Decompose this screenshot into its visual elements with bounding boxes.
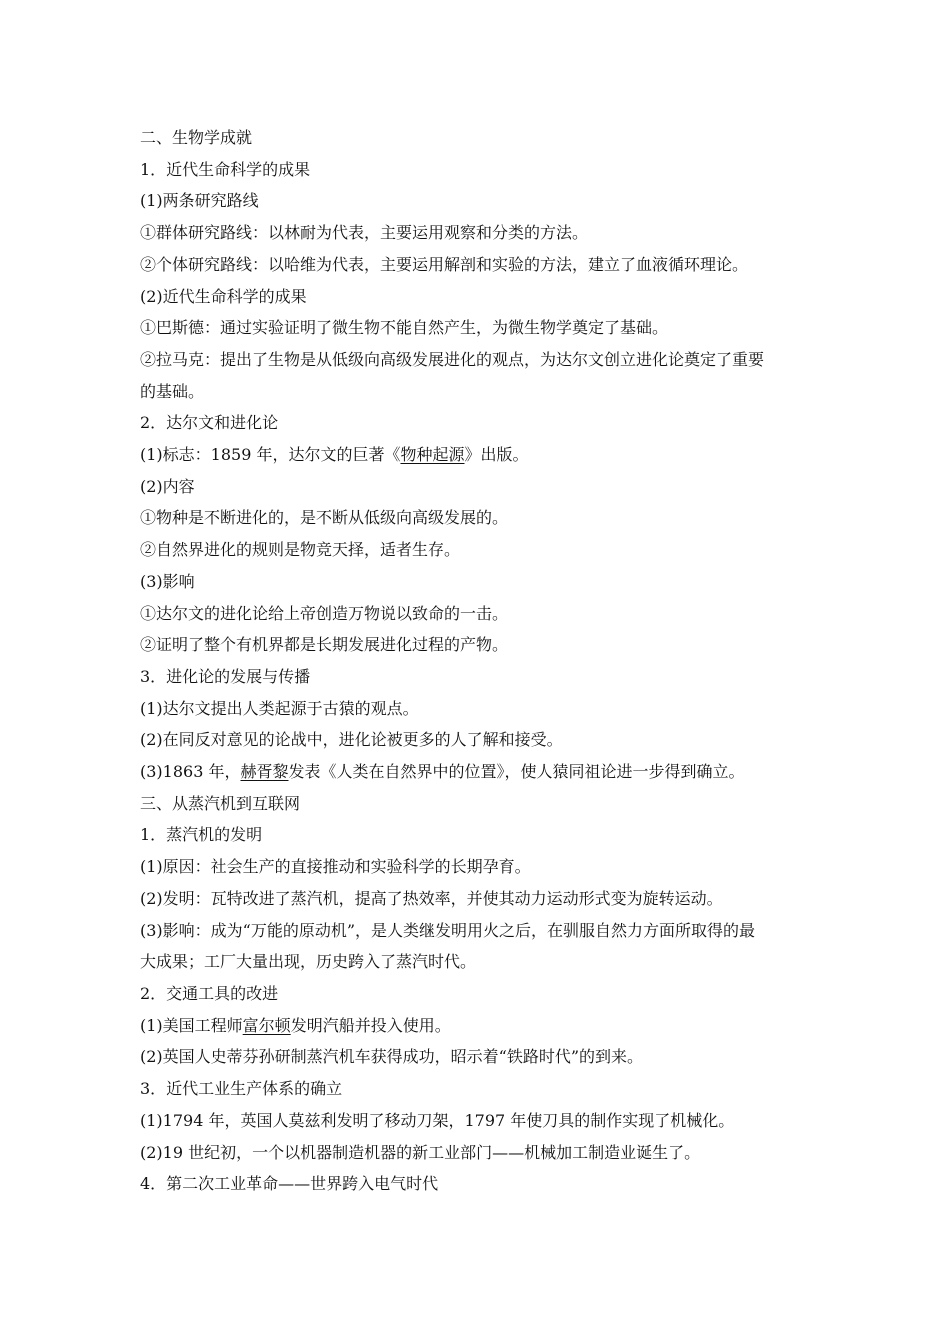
text-line: ①巴斯德：通过实验证明了微生物不能自然产生，为微生物学奠定了基础。	[140, 318, 669, 338]
text-line: (3)影响	[140, 571, 195, 591]
text-line	[140, 1010, 830, 1042]
text-line: (1)达尔文提出人类起源于古猿的观点。	[140, 698, 419, 718]
text-line: 的基础。	[140, 381, 205, 401]
text-line: 3．进化论的发展与传播	[140, 666, 311, 686]
text-line: (2)发明：瓦特改进了蒸汽机，提高了热效率，并使其动力运动形式变为旋转运动。	[140, 888, 723, 908]
text-segment: (1)美国工程师	[140, 1015, 243, 1035]
document-body	[140, 122, 830, 1200]
text-line: 三、从蒸汽机到互联网	[140, 793, 301, 813]
text-line	[140, 756, 830, 788]
text-line: 2．交通工具的改进	[140, 983, 279, 1003]
text-segment: (3)1863 年，	[140, 762, 241, 782]
text-line: ①群体研究路线：以林耐为代表，主要运用观察和分类的方法。	[140, 223, 589, 243]
text-line: (3)影响：成为“万能的原动机”，是人类继发明用火之后，在驯服自然力方面所取得的最	[140, 920, 756, 940]
text-line: (1)两条研究路线	[140, 191, 259, 211]
text-line: 2．达尔文和进化论	[140, 413, 279, 433]
text-line: (1)1794 年，英国人莫兹利发明了移动刀架，1797 年使刀具的制作实现了机械化。	[140, 1110, 735, 1130]
text-line: (2)近代生命科学的成果	[140, 286, 307, 306]
text-line: ②证明了整个有机界都是长期发展进化过程的产物。	[140, 635, 509, 655]
text-line: (2)英国人史蒂芬孙研制蒸汽机车获得成功，昭示着“铁路时代”的到来。	[140, 1047, 644, 1067]
text-segment: 发表《人类在自然界中的位置》，使人猿同祖论进一步得到确立。	[288, 762, 745, 782]
text-line: ②个体研究路线：以哈维为代表，主要运用解剖和实验的方法，建立了血液循环理论。	[140, 254, 749, 274]
text-line: ②拉马克：提出了生物是从低级向高级发展进化的观点，为达尔文创立进化论奠定了重要	[140, 349, 765, 369]
text-line: ①达尔文的进化论给上帝创造万物说以致命的一击。	[140, 603, 509, 623]
text-line: 1．近代生命科学的成果	[140, 159, 311, 179]
text-line: ②自然界进化的规则是物竞天择，适者生存。	[140, 540, 461, 560]
text-line: 大成果；工厂大量出现，历史跨入了蒸汽时代。	[140, 952, 477, 972]
text-line: (2)19 世纪初，一个以机器制造机器的新工业部门——机械加工制造业诞生了。	[140, 1142, 701, 1162]
text-line: (2)内容	[140, 476, 195, 496]
underlined-term: 富尔顿	[242, 1015, 291, 1035]
text-segment: 》出版。	[464, 445, 529, 465]
text-line: (1)原因：社会生产的直接推动和实验科学的长期孕育。	[140, 857, 531, 877]
underlined-term: 赫胥黎	[240, 762, 289, 782]
text-line: 3．近代工业生产体系的确立	[140, 1079, 343, 1099]
text-line: ①物种是不断进化的，是不断从低级向高级发展的。	[140, 508, 509, 528]
text-line: (2)在同反对意见的论战中，进化论被更多的人了解和接受。	[140, 730, 563, 750]
text-line: 4．第二次工业革命——世界跨入电气时代	[140, 1174, 439, 1194]
text-segment: (1)标志：1859 年，达尔文的巨著《	[140, 445, 401, 465]
text-line: 1．蒸汽机的发明	[140, 825, 263, 845]
text-line	[140, 439, 830, 471]
text-line: 二、生物学成就	[140, 128, 253, 147]
underlined-term: 物种起源	[400, 445, 465, 465]
text-segment: 发明汽船并投入使用。	[290, 1015, 451, 1035]
